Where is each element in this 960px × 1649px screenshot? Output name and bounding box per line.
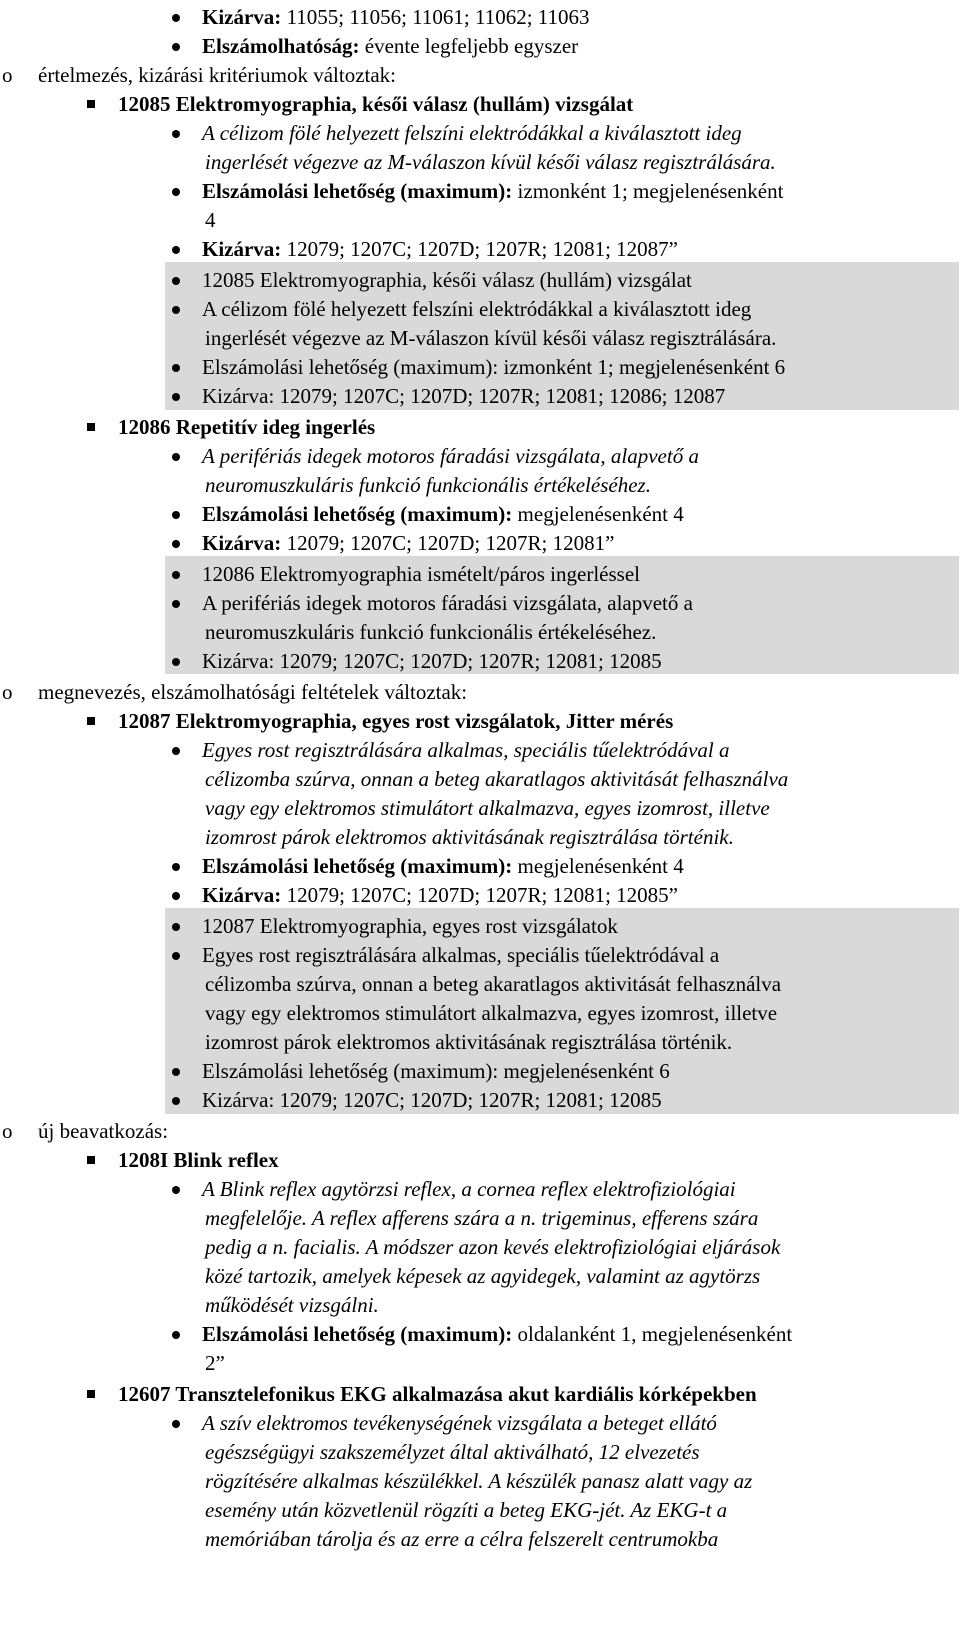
- text-segment: Elszámolási lehetőség (maximum): megjelenésenként 6: [202, 1059, 670, 1083]
- text-line: [202, 735, 729, 765]
- text-segment: izmonként 1; megjelenésenként: [512, 179, 784, 203]
- text-segment: Elszámolási lehetőség (maximum):: [202, 1322, 513, 1346]
- text-line: [202, 381, 725, 411]
- text-segment: megnevezés, elszámolhatósági feltételek változtak:: [38, 680, 468, 704]
- bullet-dot-icon: [172, 600, 180, 608]
- text-segment: 4: [205, 208, 216, 232]
- text-segment: célizomba szúrva, onnan a beteg akaratlagos aktivitását felhasználva: [205, 767, 789, 791]
- text-line: [202, 118, 742, 148]
- text-line: [202, 265, 692, 295]
- section-heading: [118, 1379, 757, 1409]
- bullet-dot-icon: [172, 43, 180, 51]
- text-line: [202, 234, 678, 264]
- text-line: [205, 1290, 379, 1320]
- text-segment: Kizárva:: [202, 237, 282, 261]
- text-segment: 12087 Elektromyographia, egyes rost vizsgálatok: [202, 914, 618, 938]
- bullet-square-icon: [87, 1156, 95, 1164]
- text-segment: 1208I Blink reflex: [118, 1148, 279, 1172]
- text-line: [205, 617, 656, 647]
- section-heading: [118, 89, 633, 119]
- bullet-dot-icon: [172, 130, 180, 138]
- text-line: [202, 851, 684, 881]
- text-line: [202, 352, 785, 382]
- text-segment: 12607 Transztelefonikus EKG alkalmazása akut kardiális kórképekben: [118, 1382, 757, 1406]
- text-line: [205, 764, 788, 794]
- text-line: [205, 1466, 752, 1496]
- text-segment: 11055; 11056; 11061; 11062; 11063: [281, 5, 590, 29]
- text-segment: közé tartozik, amelyek képesek az agyidegek, valamint az agytörzs: [205, 1264, 761, 1288]
- change-category: [38, 60, 396, 90]
- text-segment: megjelenésenként 4: [512, 502, 684, 526]
- text-segment: megfelelője. A reflex afferens szára a n. trigeminus, efferens szára: [205, 1206, 759, 1230]
- text-line: [202, 528, 614, 558]
- text-segment: 12085 Elektromyographia, késői válasz (hullám) vizsgálat: [118, 92, 634, 116]
- text-segment: Elszámolási lehetőség (maximum):: [202, 854, 513, 878]
- text-segment: működését vizsgálni.: [205, 1293, 379, 1317]
- text-line: [202, 31, 578, 61]
- text-line: [205, 998, 777, 1028]
- text-segment: 12085 Elektromyographia, késői válasz (hullám) vizsgálat: [202, 268, 692, 292]
- bullet-dot-icon: [172, 1068, 180, 1076]
- text-segment: memóriában tárolja és az erre a célra felszerelt centrumokba: [205, 1527, 719, 1551]
- bullet-dot-icon: [172, 364, 180, 372]
- text-segment: Egyes rost regisztrálására alkalmas, speciális tűelektródával a: [202, 738, 730, 762]
- text-line: [202, 1319, 792, 1349]
- text-line: [202, 588, 693, 618]
- text-line: [202, 176, 783, 206]
- bullet-square-icon: [87, 1390, 95, 1398]
- text-segment: egészségügyi szakszemélyzet által aktiválható, 12 elvezetés: [205, 1440, 700, 1464]
- text-line: [205, 323, 776, 353]
- bullet-dot-icon: [172, 1097, 180, 1105]
- text-segment: Elszámolási lehetőség (maximum): izmonként 1; megjelenésenként 6: [202, 355, 786, 379]
- text-line: [202, 940, 719, 970]
- text-segment: Kizárva:: [202, 5, 282, 29]
- text-line: [205, 470, 651, 500]
- text-segment: A célizom fölé helyezett felszíni elektródákkal a kiválasztott ideg: [202, 297, 752, 321]
- text-segment: izomrost párok elektromos aktivitásának regisztrálása történik.: [205, 825, 734, 849]
- text-line: [202, 1056, 670, 1086]
- bullet-dot-icon: [172, 453, 180, 461]
- text-segment: 12087 Elektromyographia, egyes rost vizsgálatok, Jitter mérés: [118, 709, 674, 733]
- text-line: [202, 559, 640, 589]
- text-segment: A perifériás idegek motoros fáradási vizsgálata, alapvető a: [202, 444, 699, 468]
- text-segment: izomrost párok elektromos aktivitásának regisztrálása történik.: [205, 1030, 733, 1054]
- bullet-dot-icon: [172, 393, 180, 401]
- text-line: [202, 1408, 717, 1438]
- text-segment: Elszámolási lehetőség (maximum):: [202, 179, 513, 203]
- text-line: [202, 1085, 662, 1115]
- text-segment: vagy egy elektromos stimulátort alkalmazva, egyes izomrost, illetve: [205, 1001, 778, 1025]
- text-segment: Elszámolhatóság:: [202, 34, 360, 58]
- text-segment: Kizárva: 12079; 1207C; 1207D; 1207R; 12081; 12085: [202, 1088, 662, 1112]
- bullet-square-icon: [87, 100, 95, 108]
- text-line: [205, 1203, 758, 1233]
- text-segment: Elszámolási lehetőség (maximum):: [202, 502, 513, 526]
- text-segment: oldalanként 1, megjelenésenként: [512, 1322, 793, 1346]
- text-segment: ingerlését végezve az M-válaszon kívül késői válasz regisztrálására.: [205, 326, 777, 350]
- bullet-circle-icon: o: [2, 63, 13, 87]
- section-heading: [118, 706, 673, 736]
- text-segment: A szív elektromos tevékenységének vizsgálata a beteget ellátó: [202, 1411, 717, 1435]
- text-line: [205, 1524, 718, 1554]
- text-segment: ingerlését végezve az M-válaszon kívül késői válasz regisztrálására.: [205, 150, 776, 174]
- text-segment: 12079; 1207C; 1207D; 1207R; 12081; 12087”: [281, 237, 678, 261]
- bullet-dot-icon: [172, 306, 180, 314]
- bullet-dot-icon: [172, 188, 180, 196]
- text-segment: vagy egy elektromos stimulátort alkalmazva, egyes izomrost, illetve: [205, 796, 770, 820]
- text-line: [202, 2, 590, 32]
- text-segment: Egyes rost regisztrálására alkalmas, speciális tűelektródával a: [202, 943, 720, 967]
- text-segment: 12079; 1207C; 1207D; 1207R; 12081”: [281, 531, 615, 555]
- text-line: [205, 793, 770, 823]
- bullet-dot-icon: [172, 511, 180, 519]
- bullet-dot-icon: [172, 1331, 180, 1339]
- bullet-dot-icon: [172, 277, 180, 285]
- bullet-dot-icon: [172, 952, 180, 960]
- text-segment: pedig a n. facialis. A módszer azon kevés elektrofiziológiai eljárások: [205, 1235, 781, 1259]
- text-segment: Kizárva:: [202, 883, 282, 907]
- text-segment: A célizom fölé helyezett felszíni elektródákkal a kiválasztott ideg: [202, 121, 742, 145]
- text-segment: A perifériás idegek motoros fáradási vizsgálata, alapvető a: [202, 591, 693, 615]
- text-line: [205, 1232, 780, 1262]
- bullet-dot-icon: [172, 1186, 180, 1194]
- bullet-dot-icon: [172, 863, 180, 871]
- text-segment: 12086 Repetitív ideg ingerlés: [118, 415, 376, 439]
- text-segment: évente legfeljebb egyszer: [359, 34, 579, 58]
- bullet-dot-icon: [172, 540, 180, 548]
- text-line: [205, 1261, 760, 1291]
- text-line: [205, 822, 734, 852]
- bullet-dot-icon: [172, 571, 180, 579]
- bullet-dot-icon: [172, 747, 180, 755]
- text-line: [202, 1174, 736, 1204]
- text-segment: esemény után közvetlenül rögzíti a beteg EKG-jét. Az EKG-t a: [205, 1498, 728, 1522]
- text-segment: Kizárva: 12079; 1207C; 1207D; 1207R; 12081; 12085: [202, 649, 662, 673]
- bullet-square-icon: [87, 717, 95, 725]
- text-line: [202, 499, 684, 529]
- text-segment: Kizárva:: [202, 531, 282, 555]
- text-line: [202, 294, 751, 324]
- text-segment: megjelenésenként 4: [512, 854, 684, 878]
- bullet-dot-icon: [172, 14, 180, 22]
- text-segment: új beavatkozás:: [38, 1119, 169, 1143]
- text-line: [202, 441, 699, 471]
- text-segment: célizomba szúrva, onnan a beteg akaratlagos aktivitását felhasználva: [205, 972, 782, 996]
- text-line: [202, 911, 618, 941]
- text-segment: neuromuszkuláris funkció funkcionális értékeléséhez.: [205, 473, 651, 497]
- bullet-dot-icon: [172, 923, 180, 931]
- change-category: [38, 1116, 168, 1146]
- text-line: [205, 969, 781, 999]
- text-line: [205, 205, 216, 235]
- bullet-square-icon: [87, 423, 95, 431]
- text-segment: 12086 Elektromyographia ismételt/páros ingerléssel: [202, 562, 640, 586]
- text-line: [205, 1027, 732, 1057]
- change-category: [38, 677, 467, 707]
- text-line: [205, 1348, 225, 1378]
- section-heading: [118, 1145, 279, 1175]
- bullet-dot-icon: [172, 892, 180, 900]
- text-segment: A Blink reflex agytörzsi reflex, a cornea reflex elektrofiziológiai: [202, 1177, 736, 1201]
- text-segment: 12079; 1207C; 1207D; 1207R; 12081; 12085”: [281, 883, 678, 907]
- text-segment: neuromuszkuláris funkció funkcionális értékeléséhez.: [205, 620, 657, 644]
- text-segment: Kizárva: 12079; 1207C; 1207D; 1207R; 12081; 12086; 12087: [202, 384, 726, 408]
- text-line: [205, 1437, 700, 1467]
- text-segment: rögzítésére alkalmas készülékkel. A készülék panasz alatt vagy az: [205, 1469, 753, 1493]
- bullet-dot-icon: [172, 658, 180, 666]
- bullet-circle-icon: o: [2, 680, 13, 704]
- bullet-dot-icon: [172, 246, 180, 254]
- text-line: [205, 147, 776, 177]
- text-line: [202, 646, 662, 676]
- text-line: [205, 1495, 727, 1525]
- bullet-circle-icon: o: [2, 1119, 13, 1143]
- bullet-dot-icon: [172, 1420, 180, 1428]
- text-segment: 2”: [205, 1351, 225, 1375]
- text-line: [202, 880, 678, 910]
- section-heading: [118, 412, 375, 442]
- text-segment: értelmezés, kizárási kritériumok változtak:: [38, 63, 397, 87]
